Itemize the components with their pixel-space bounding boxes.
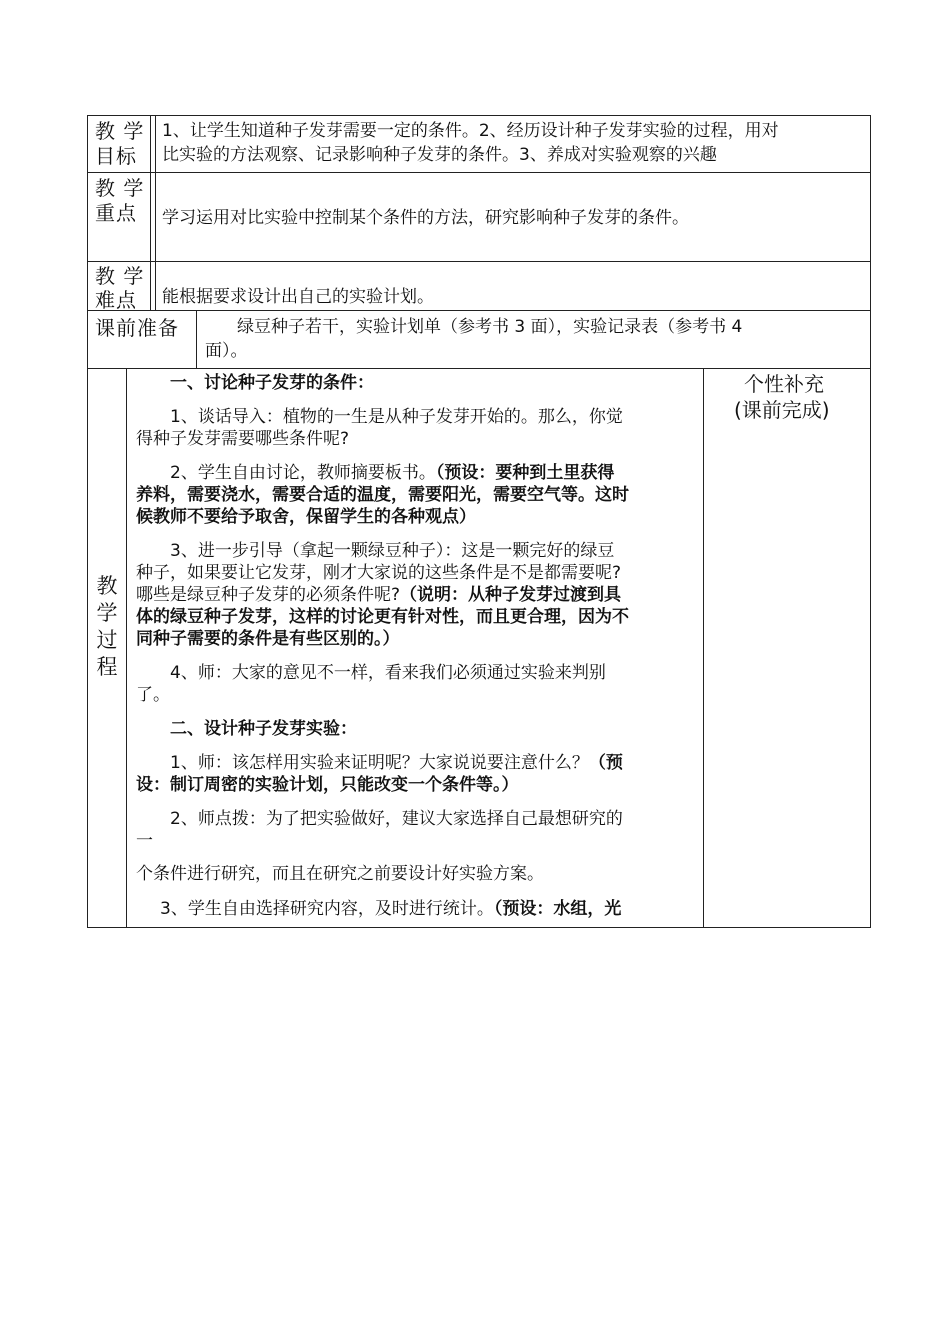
p3-line-4-bold: 体的绿豆种子发芽，这样的讨论更有针对性，而且更合理，因为不 <box>136 607 629 627</box>
process-side-label <box>92 573 122 681</box>
p6-line-2: 一 <box>136 831 153 851</box>
p3-line-3 <box>136 584 701 606</box>
p3-line-4 <box>136 606 701 628</box>
paragraph-3 <box>136 540 701 650</box>
goals-label-line-2: 目标 <box>95 144 137 168</box>
p5-line-1 <box>136 752 701 774</box>
preparation-text-line-1: 绿豆种子若干，实验计划单（参考书 3 面），实验记录表（参考书 4 <box>237 317 743 337</box>
p7-line-1-text: 3、学生自由选择研究内容，及时进行统计。 <box>160 899 494 919</box>
table-border-right <box>870 115 871 928</box>
supplement-subtitle: (课前完成) <box>734 398 830 422</box>
p5-line-2-bold: 设：制订周密的实验计划，只能改变一个条件等。） <box>136 775 519 795</box>
p2-line-1-bold: （预设：要种到土里获得 <box>435 463 615 483</box>
p3-line-5 <box>136 628 701 650</box>
p4-line-1 <box>136 662 696 684</box>
process-side-char-3: 过 <box>96 628 118 652</box>
paragraph-6 <box>136 808 701 852</box>
preparation-text-line-2: 面）。 <box>205 341 248 361</box>
heading-discuss-conditions <box>170 372 374 394</box>
heading-design-experiment-text: 二、设计种子发芽实验： <box>170 719 357 739</box>
keypoints-label-line-1: 教 学 <box>95 176 145 200</box>
process-side-char-2: 学 <box>96 601 118 625</box>
heading-discuss-conditions-text: 一、讨论种子发芽的条件： <box>170 373 374 393</box>
goals-label-line-1: 教 学 <box>95 119 145 143</box>
p1-line-1 <box>136 406 696 428</box>
p7-line-1-bold: （预设：水组，光 <box>493 899 622 919</box>
p3-line-2: 种子，如果要让它发芽，刚才大家说的这些条件是不是都需要呢? <box>136 563 622 583</box>
paragraph-2 <box>136 462 701 528</box>
p6-line-1-text: 2、师点拨：为了把实验做好，建议大家选择自己最想研究的 <box>170 809 623 829</box>
table-border-left <box>87 115 88 928</box>
p3-line-5-bold: 同种子需要的条件是有些区别的。） <box>136 629 400 649</box>
table-divider-preparation <box>87 368 871 369</box>
p2-line-1-text: 2、学生自由讨论，教师摘要板书。 <box>170 463 436 483</box>
table-border-top <box>87 115 871 116</box>
table-divider-keypoints <box>87 261 871 262</box>
preparation-column-divider <box>196 310 197 369</box>
p2-line-1 <box>136 462 701 484</box>
process-side-char-4: 程 <box>96 655 118 679</box>
heading-design-experiment <box>170 718 357 740</box>
supplement-column-divider <box>703 368 704 928</box>
table-divider-difficulties <box>87 310 871 311</box>
p4-line-2: 了。 <box>136 685 170 705</box>
paragraph-1 <box>136 406 696 450</box>
goals-text-line-1: 1、让学生知道种子发芽需要一定的条件。2、经历设计种子发芽实验的过程，用对 <box>162 121 779 141</box>
keypoints-label-line-2: 重点 <box>95 201 137 225</box>
p3-line-3-bold: （说明：从种子发芽过渡到具 <box>400 585 622 605</box>
p3-line-3-text: 哪些是绿豆种子发芽的必须条件呢? <box>136 585 401 605</box>
p1-line-1-text: 1、谈话导入：植物的一生是从种子发芽开始的。那么，你觉 <box>170 407 623 427</box>
process-side-char-1: 教 <box>96 574 118 598</box>
supplement-title: 个性补充 <box>744 372 824 396</box>
difficulties-text: 能根据要求设计出自己的实验计划。 <box>162 287 434 307</box>
label-column-divider <box>150 115 151 311</box>
p2-line-3 <box>136 506 701 528</box>
label-column-inner-divider <box>155 115 156 311</box>
p5-line-2 <box>136 774 701 796</box>
difficulties-label-line-2: 难点 <box>95 288 137 312</box>
p1-line-2: 得种子发芽需要哪些条件呢? <box>136 429 350 449</box>
paragraph-6-continued <box>136 863 701 885</box>
process-label-divider <box>126 368 127 928</box>
difficulties-label-line-1: 教 学 <box>95 264 145 288</box>
paragraph-5 <box>136 752 701 796</box>
table-border-bottom <box>87 927 871 928</box>
p6-line-3: 个条件进行研究，而且在研究之前要设计好实验方案。 <box>136 864 544 884</box>
paragraph-7 <box>136 898 701 920</box>
p5-line-1-text: 1、师：该怎样用实验来证明呢？大家说说要注意什么？ <box>170 753 589 773</box>
p2-line-2-bold: 养料，需要浇水，需要合适的温度，需要阳光，需要空气等。这时 <box>136 485 629 505</box>
table-divider-goals <box>87 172 871 173</box>
p2-line-3-bold: 候教师不要给予取舍，保留学生的各种观点） <box>136 507 476 527</box>
paragraph-4 <box>136 662 696 706</box>
p7-line-1 <box>136 898 701 920</box>
p5-line-1-bold: （预 <box>588 753 623 773</box>
p4-line-1-text: 4、师：大家的意见不一样，看来我们必须通过实验来判别 <box>170 663 606 683</box>
keypoints-text: 学习运用对比实验中控制某个条件的方法，研究影响种子发芽的条件。 <box>162 208 689 228</box>
p3-line-1-text: 3、进一步引导（拿起一颗绿豆种子）：这是一颗完好的绿豆 <box>170 541 615 561</box>
goals-text-line-2: 比实验的方法观察、记录影响种子发芽的条件。3、养成对实验观察的兴趣 <box>162 145 717 165</box>
p6-line-1 <box>136 808 701 830</box>
preparation-label: 课前准备 <box>95 316 179 340</box>
p2-line-2 <box>136 484 701 506</box>
p3-line-1 <box>136 540 701 562</box>
